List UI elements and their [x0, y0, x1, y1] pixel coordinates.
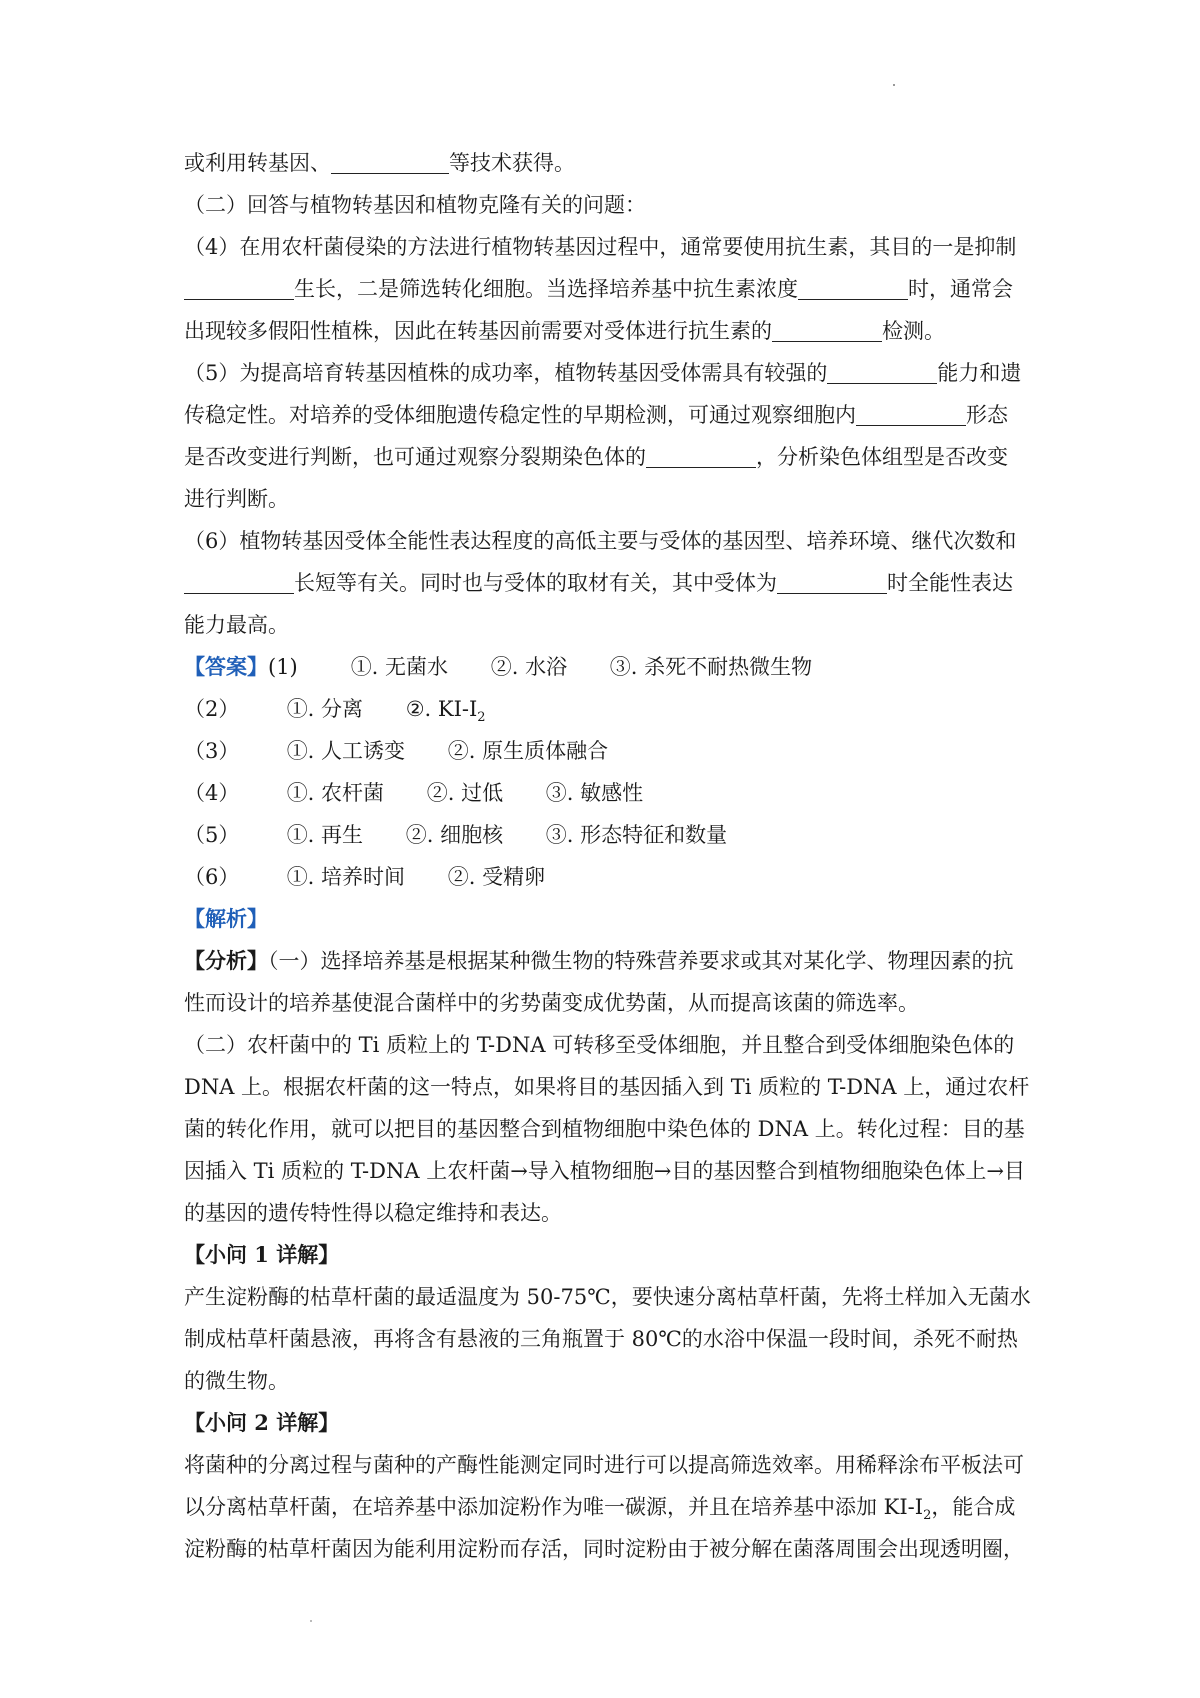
text-line: [184, 394, 1024, 436]
text: 长短等有关。同时也与受体的取材有关，其中受体为: [294, 571, 777, 595]
fill-blank: [856, 399, 966, 426]
answer-num: （6）: [184, 865, 240, 889]
answer-option: ②. 原生质体融合: [447, 739, 609, 763]
fill-blank: [184, 567, 294, 594]
text-line: [184, 142, 1024, 184]
text-line: [184, 268, 1024, 310]
answer-num: (1): [268, 655, 298, 679]
section-heading: （二）回答与植物转基因和植物克隆有关的问题：: [184, 193, 646, 217]
subquestion-2-heading: 【小问 2 详解】: [184, 1410, 340, 1435]
text: 或利用转基因、: [184, 151, 331, 175]
analysis-line: 的基因的遗传特性得以稳定维持和表达。: [184, 1201, 562, 1225]
answer-option: ②. 受精卵: [447, 865, 546, 889]
analysis-line: 将菌种的分离过程与菌种的产酶性能测定同时进行可以提高筛选效率。用稀释涂布平板法可: [184, 1453, 1024, 1477]
text: 形态: [966, 403, 1008, 427]
answer-row-1: [184, 646, 1024, 688]
analysis-line: DNA 上。根据农杆菌的这一特点，如果将目的基因插入到 Ti 质粒的 T-DNA 上，通过农杆: [184, 1075, 1030, 1099]
answer-row-4: [184, 772, 1024, 814]
fill-blank: [184, 273, 294, 300]
answer-num: （2）: [184, 697, 240, 721]
text: 检测。: [882, 319, 945, 343]
text: （5）为提高培育转基因植株的成功率，植物转基因受体需具有较强的: [184, 361, 828, 385]
fill-blank: [777, 567, 887, 594]
answer-row-2: [184, 688, 1024, 730]
analysis-line: 因插入 Ti 质粒的 T-DNA 上农杆菌→导入植物细胞→目的基因整合到植物细胞染色体上→目: [184, 1159, 1025, 1183]
answer-num: （3）: [184, 739, 240, 763]
subquestion-1-heading: 【小问 1 详解】: [184, 1242, 340, 1267]
text: 时，通常会: [908, 277, 1013, 301]
subscript: 2: [477, 710, 486, 726]
text: 等技术获得。: [449, 151, 575, 175]
fill-blank: [331, 147, 449, 174]
text: 出现较多假阳性植株，因此在转基因前需要对受体进行抗生素的: [184, 319, 772, 343]
text: 时全能性表达: [887, 571, 1013, 595]
analysis-line: 菌的转化作用，就可以把目的基因整合到植物细胞中染色体的 DNA 上。转化过程：目的基: [184, 1117, 1025, 1141]
answer-option: ③. 形态特征和数量: [545, 823, 728, 847]
scan-mark: [893, 84, 895, 86]
answer-option: ②. 过低: [426, 781, 504, 805]
text-line: [184, 562, 1024, 604]
analysis-line: 的微生物。: [184, 1369, 289, 1393]
analysis-line: 性而设计的培养基使混合菌样中的劣势菌变成优势菌，从而提高该菌的筛选率。: [184, 991, 919, 1015]
analysis-line: （二）农杆菌中的 Ti 质粒上的 T-DNA 可转移至受体细胞，并且整合到受体细胞染色体的: [184, 1033, 1015, 1057]
fill-blank: [646, 441, 756, 468]
analysis-line: [184, 1486, 1024, 1528]
text: 传稳定性。对培养的受体细胞遗传稳定性的早期检测，可通过观察细胞内: [184, 403, 856, 427]
answer-num: （5）: [184, 823, 240, 847]
answer-option: ①. 培养时间: [286, 865, 406, 889]
fill-blank: [827, 357, 937, 384]
fill-blank: [772, 315, 882, 342]
fill-blank: [798, 273, 908, 300]
answer-option: ①. 再生: [286, 823, 364, 847]
text-line: [184, 310, 1024, 352]
scan-mark: [310, 1620, 312, 1622]
analysis-line: 淀粉酶的枯草杆菌因为能利用淀粉而存活，同时淀粉由于被分解在菌落周围会出现透明圈，: [184, 1537, 1024, 1561]
text: 生长，二是筛选转化细胞。当选择培养基中抗生素浓度: [294, 277, 798, 301]
analysis-fx-label: 【分析】: [184, 948, 268, 973]
answer-option: ①. 农杆菌: [286, 781, 385, 805]
text: 以分离枯草杆菌，在培养基中添加淀粉作为唯一碳源，并且在培养基中添加 KI-I: [184, 1495, 924, 1519]
answer-option: ③. 杀死不耐热微生物: [609, 655, 813, 679]
answer-row-5: [184, 814, 1024, 856]
text: 能力和遗: [937, 361, 1022, 385]
question-5: [184, 352, 1024, 394]
text-line: [184, 436, 1024, 478]
text-line: 进行判断。: [184, 487, 289, 511]
answer-row-3: [184, 730, 1024, 772]
text-line: 能力最高。: [184, 613, 289, 637]
answer-option: ①. 无菌水: [350, 655, 449, 679]
analysis-line: 制成枯草杆菌悬液，再将含有悬液的三角瓶置于 80℃的水浴中保温一段时间，杀死不耐热: [184, 1327, 1018, 1351]
answer-num: （4）: [184, 781, 240, 805]
question-6: （6）植物转基因受体全能性表达程度的高低主要与受体的基因型、培养环境、继代次数和: [184, 529, 1017, 553]
answer-option: ③. 敏感性: [545, 781, 644, 805]
document-body: [184, 142, 1031, 1570]
question-4: （4）在用农杆菌侵染的方法进行植物转基因过程中，通常要使用抗生素，其目的一是抑制: [184, 235, 1017, 259]
text: ，能合成: [931, 1495, 1016, 1519]
text: ，分析染色体组型是否改变: [756, 445, 1008, 469]
text: 是否改变进行判断，也可通过观察分裂期染色体的: [184, 445, 646, 469]
subscript: 2: [923, 1508, 932, 1524]
text: （一）选择培养基是根据某种微生物的特殊营养要求或其对某化学、物理因素的抗: [268, 949, 1014, 973]
answer-option: ②. KI-I: [405, 697, 478, 721]
answer-option: ①. 人工诱变: [286, 739, 406, 763]
answer-option: ②. 水浴: [490, 655, 568, 679]
answer-label: 【答案】: [184, 654, 268, 679]
answer-option: ①. 分离: [286, 697, 364, 721]
analysis-line: 产生淀粉酶的枯草杆菌的最适温度为 50-75℃，要快速分离枯草杆菌，先将土样加入无菌水: [184, 1285, 1031, 1309]
answer-option: ②. 细胞核: [405, 823, 504, 847]
analysis-line: [184, 940, 1024, 982]
answer-row-6: [184, 856, 1024, 898]
analysis-label: 【解析】: [184, 906, 268, 931]
